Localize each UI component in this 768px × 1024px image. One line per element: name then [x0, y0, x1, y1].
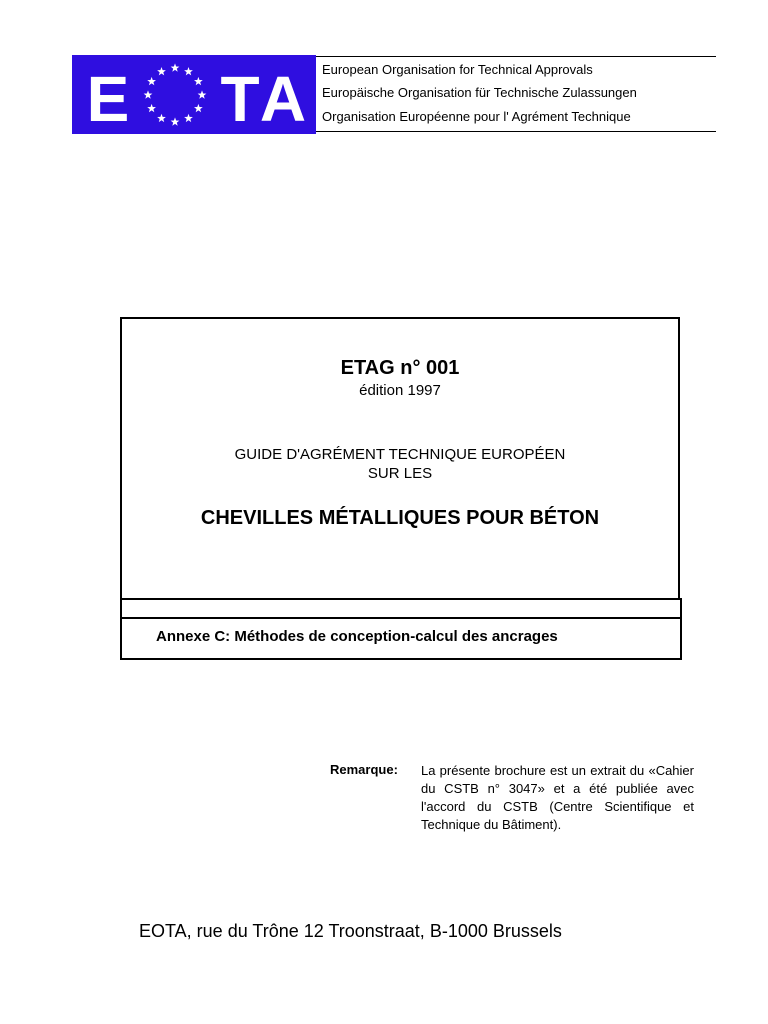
- eota-logo-graphic: [72, 55, 316, 134]
- star-icon: [184, 67, 193, 75]
- star-icon: [198, 90, 207, 98]
- remark-label: Remarque:: [330, 762, 398, 777]
- star-icon: [147, 104, 156, 112]
- star-icon: [194, 77, 203, 85]
- eota-logo: [72, 55, 316, 134]
- footer-address: EOTA, rue du Trône 12 Troonstraat, B-1000 Brussels: [139, 921, 562, 941]
- edition: édition 1997: [359, 382, 441, 399]
- star-icon: [194, 104, 203, 112]
- org-name-french: Organisation Européenne pour l' Agrément Technique: [322, 109, 631, 124]
- divider-top: [316, 56, 716, 57]
- star-icon: [184, 114, 193, 122]
- remark-text: La présente brochure est un extrait du «Cahier du CSTB n° 3047» et a été publiée avec l'accord du CSTB (Centre Scientifique et Technique du Bâtiment).: [421, 763, 694, 832]
- document-title: CHEVILLES MÉTALLIQUES POUR BÉTON: [200, 507, 600, 529]
- star-icon: [171, 63, 180, 71]
- star-icon: [171, 117, 180, 125]
- annex-title: Annexe C: Méthodes de conception-calcul des ancrages: [156, 628, 558, 645]
- guide-line-2: SUR LES: [367, 465, 433, 482]
- logo-letter-t: T: [220, 63, 260, 134]
- logo-letter-e: E: [86, 63, 130, 134]
- star-icon: [157, 114, 166, 122]
- org-name-german: Europäische Organisation für Technische Zulassungen: [322, 85, 637, 100]
- star-icon: [147, 77, 156, 85]
- etag-number: ETAG n° 001: [340, 357, 460, 379]
- org-name-english: European Organisation for Technical Approvals: [322, 62, 593, 77]
- eu-stars-icon: [144, 63, 207, 125]
- annex-separator: [122, 617, 680, 619]
- annex-box: [120, 598, 682, 660]
- star-icon: [157, 67, 166, 75]
- title-box: [120, 317, 680, 598]
- star-icon: [144, 90, 153, 98]
- guide-line-1: GUIDE D'AGRÉMENT TECHNIQUE EUROPÉEN: [234, 446, 566, 463]
- logo-letter-a: A: [259, 63, 307, 134]
- organisation-names: [316, 56, 716, 132]
- divider-bottom: [316, 131, 716, 132]
